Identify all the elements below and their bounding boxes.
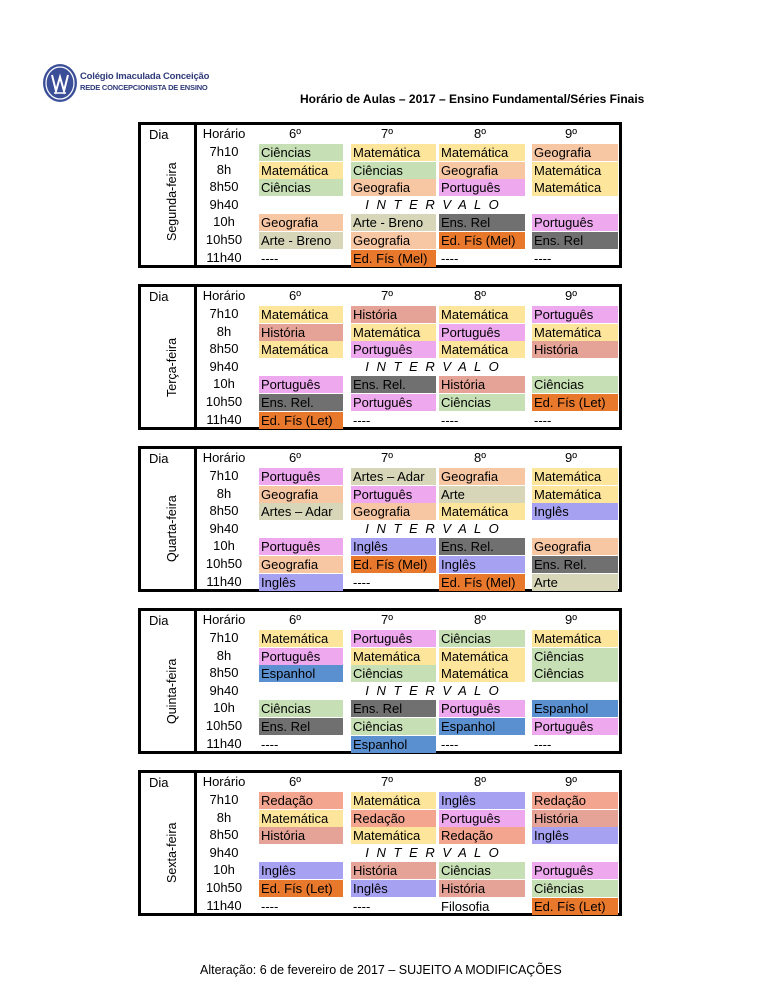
time-slot: 11h40 [206,411,242,427]
class-cell: Ed. Fís (Mel) [439,232,525,249]
class-cell: Espanhol [532,700,618,717]
time-slot: 10h [213,538,235,554]
grade-header: 9º [565,288,577,303]
class-cell: Geografia [439,468,525,485]
class-cell: Ed. Fís (Let) [532,898,618,915]
time-slot: 8h [216,647,232,663]
class-cell: Ens. Rel. [351,376,436,393]
day-block [138,770,622,916]
class-cell: Matemática [532,468,618,485]
class-cell: Inglês [439,556,525,573]
class-cell: ---- [534,736,552,752]
dia-label: Dia [149,775,169,790]
class-cell: Português [439,810,525,827]
class-cell: História [351,862,436,879]
grade-header: 6º [289,774,301,789]
grade-header: 6º [289,288,301,303]
class-cell: Ens. Rel [351,700,436,717]
class-cell: Ciências [259,144,343,161]
class-cell: Matemática [351,827,436,844]
class-cell: ---- [353,412,371,428]
time-slot: 10h50 [205,556,243,571]
class-cell: Português [351,486,436,503]
class-cell: Redação [439,827,525,844]
class-cell: ---- [261,250,279,266]
class-cell: Ens. Rel. [439,538,525,555]
school-network: REDE CONCEPCIONISTA DE ENSINO [80,83,208,92]
class-cell: Matemática [439,665,525,682]
class-cell: Ed. Fís (Let) [532,394,618,411]
time-slot: 8h50 [209,665,239,681]
time-slot: 9h40 [209,358,239,374]
class-cell: Arte - Breno [259,232,343,249]
class-cell: Matemática [532,630,618,647]
time-slot: 8h [216,323,232,339]
class-cell: ---- [261,898,279,914]
class-cell: Matemática [259,630,343,647]
class-cell: Português [532,862,618,879]
day-name: Sexta-feira [165,822,179,883]
class-cell: Ciências [439,862,525,879]
time-slot: 10h50 [205,718,243,733]
class-cell: Português [259,376,343,393]
interval-label: I N T E R V A L O [365,682,501,698]
time-slot: 10h [213,862,235,878]
class-cell: Geografia [532,538,618,555]
class-cell: Português [259,538,343,555]
interval-label: I N T E R V A L O [365,196,501,212]
time-slot: 8h50 [209,341,239,357]
class-cell: Geografia [259,556,343,573]
class-cell: Ciências [532,665,618,682]
grade-header: 7º [381,288,393,303]
class-cell: Inglês [351,538,436,555]
grade-header: 8º [474,450,486,465]
time-slot: 7h10 [209,144,239,159]
class-cell: Redação [532,792,618,809]
class-cell: Redação [351,810,436,827]
class-cell: Inglês [259,574,343,591]
class-cell: Ciências [532,376,618,393]
class-cell: Matemática [259,162,343,179]
school-name: Colégio Imaculada Conceição [80,71,210,82]
grade-header: 6º [289,612,301,627]
class-cell: Ed. Fís (Mel) [351,250,436,267]
time-slot: 7h10 [209,792,239,807]
class-cell: Espanhol [351,736,436,753]
class-cell: Arte [439,486,525,503]
class-cell: Ed. Fís (Let) [259,880,343,897]
horario-label: Horário [202,126,246,141]
time-slot: 11h40 [206,573,242,589]
class-cell: Ciências [532,648,618,665]
class-cell: Matemática [259,810,343,827]
class-cell: Matemática [532,162,618,179]
time-slot: 10h50 [205,394,243,409]
grade-header: 9º [565,450,577,465]
grade-header: 6º [289,126,301,141]
class-cell: Matemática [532,486,618,503]
class-cell: Espanhol [439,718,525,735]
grade-header: 7º [381,612,393,627]
grade-header: 8º [474,288,486,303]
class-cell: Matemática [532,179,618,196]
time-slot: 8h50 [209,179,239,195]
class-cell: Português [532,214,618,231]
dia-label: Dia [149,289,169,304]
class-cell: Geografia [351,232,436,249]
class-cell: História [259,827,343,844]
time-slot: 8h [216,485,232,501]
class-cell: Matemática [351,144,436,161]
grade-header: 8º [474,774,486,789]
class-cell: Redação [259,792,343,809]
class-cell: Filosofia [441,898,490,914]
class-cell: Matemática [351,648,436,665]
class-cell: Matemática [532,324,618,341]
class-cell: Matemática [351,324,436,341]
time-slot: 9h40 [209,682,239,698]
class-cell: Geografia [532,144,618,161]
time-slot: 8h50 [209,827,239,843]
class-cell: Geografia [259,486,343,503]
class-cell: Arte [532,574,618,591]
time-slot: 9h40 [209,196,239,212]
page-title: Horário de Aulas – 2017 – Ensino Fundamental/Séries Finais [300,92,645,106]
class-cell: Ed. Fís (Let) [259,412,343,429]
class-cell: Português [439,179,525,196]
class-cell: Ens. Rel [259,718,343,735]
time-slot: 8h50 [209,503,239,519]
grade-header: 6º [289,450,301,465]
time-slot: 10h [213,376,235,392]
class-cell: Ens. Rel. [532,556,618,573]
class-cell: Geografia [259,214,343,231]
time-slot: 9h40 [209,844,239,860]
class-cell: Português [259,468,343,485]
class-cell: ---- [534,250,552,266]
class-cell: Português [351,394,436,411]
class-cell: Matemática [439,503,525,520]
class-cell: Ens. Rel [532,232,618,249]
time-slot: 11h40 [206,735,242,751]
time-slot: 11h40 [206,249,242,265]
class-cell: História [259,324,343,341]
class-cell: Arte - Breno [351,214,436,231]
class-cell: Ens. Rel [439,214,525,231]
class-cell: Português [439,700,525,717]
class-cell: Inglês [532,503,618,520]
time-slot: 7h10 [209,468,239,483]
time-slot: 7h10 [209,306,239,321]
class-cell: Ciências [351,718,436,735]
class-cell: História [532,341,618,358]
time-slot: 9h40 [209,520,239,536]
class-cell: Ciências [259,700,343,717]
class-cell: Português [259,648,343,665]
class-cell: Matemática [439,306,525,323]
class-cell: Inglês [532,827,618,844]
school-seal-icon [42,63,78,103]
class-cell: Português [439,324,525,341]
class-cell: ---- [441,412,459,428]
time-slot: 8h [216,161,232,177]
class-cell: Geografia [351,179,436,196]
horario-label: Horário [202,450,246,465]
horario-label: Horário [202,612,246,627]
class-cell: Português [532,718,618,735]
day-name: Terça-feira [165,337,179,397]
class-cell: Geografia [351,503,436,520]
time-slot: 11h40 [206,897,242,913]
grade-header: 8º [474,612,486,627]
day-name: Segunda-feira [165,162,179,242]
class-cell: História [439,376,525,393]
class-cell: Geografia [439,162,525,179]
class-cell: Ed. Fís (Mel) [351,556,436,573]
class-cell: História [532,810,618,827]
class-cell: História [351,306,436,323]
grade-header: 7º [381,126,393,141]
grade-header: 9º [565,126,577,141]
class-cell: Espanhol [259,665,343,682]
class-cell: Inglês [259,862,343,879]
class-cell: Português [351,630,436,647]
time-slot: 10h [213,700,235,716]
class-cell: Matemática [439,144,525,161]
day-block [138,122,622,268]
class-cell: Ciências [351,162,436,179]
class-cell: ---- [441,250,459,266]
class-cell: Inglês [439,792,525,809]
class-cell: Ciências [351,665,436,682]
class-cell: Ciências [439,630,525,647]
class-cell: Português [351,341,436,358]
class-cell: Matemática [259,341,343,358]
grade-header: 9º [565,774,577,789]
grade-header: 8º [474,126,486,141]
class-cell: ---- [353,574,371,590]
interval-label: I N T E R V A L O [365,844,501,860]
grade-header: 7º [381,450,393,465]
interval-label: I N T E R V A L O [365,520,501,536]
class-cell: Ens. Rel. [259,394,343,411]
time-slot: 10h50 [205,880,243,895]
class-cell: Artes – Adar [259,503,343,520]
dia-label: Dia [149,127,169,142]
time-slot: 7h10 [209,630,239,645]
dia-label: Dia [149,613,169,628]
class-cell: Ciências [439,394,525,411]
class-cell: Inglês [351,880,436,897]
interval-label: I N T E R V A L O [365,358,501,374]
day-block [138,608,622,754]
day-block [138,284,622,430]
day-name: Quarta-feira [165,495,179,562]
class-cell: História [439,880,525,897]
class-cell: ---- [353,898,371,914]
day-name: Quinta-feira [165,658,179,724]
class-cell: Matemática [351,792,436,809]
class-cell: Matemática [259,306,343,323]
class-cell: Matemática [439,648,525,665]
footer-note: Alteração: 6 de fevereiro de 2017 – SUJEITO A MODIFICAÇÕES [200,963,562,977]
class-cell: ---- [441,736,459,752]
grade-header: 7º [381,774,393,789]
class-cell: Matemática [439,341,525,358]
grade-header: 9º [565,612,577,627]
school-logo [42,63,212,105]
class-cell: Artes – Adar [351,468,436,485]
class-cell: Ciências [532,880,618,897]
class-cell: ---- [261,736,279,752]
class-cell: ---- [534,412,552,428]
day-block [138,446,622,592]
time-slot: 8h [216,809,232,825]
horario-label: Horário [202,774,246,789]
class-cell: Ciências [259,179,343,196]
time-slot: 10h [213,214,235,230]
dia-label: Dia [149,451,169,466]
class-cell: Ed. Fís (Mel) [439,574,525,591]
horario-label: Horário [202,288,246,303]
class-cell: Português [532,306,618,323]
time-slot: 10h50 [205,232,243,247]
